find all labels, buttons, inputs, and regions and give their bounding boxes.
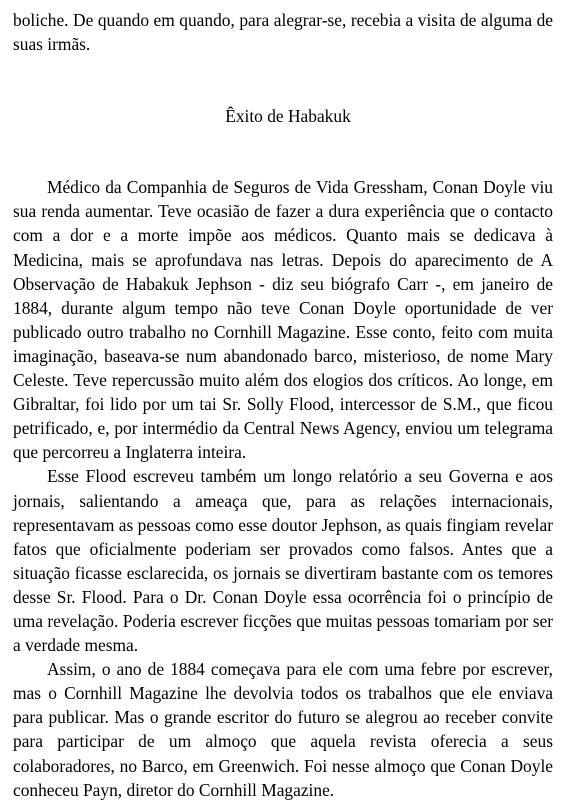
body-paragraph-1: Médico da Companhia de Seguros de Vida Gressham, Conan Doyle viu sua renda aumentar. Teve ocasião de fazer a dura experiência que o contacto com a dor e a morte impõe aos médicos. Quanto mais se dedicava à Medicina, mais se aprofundava nas letras. Depois do aparecimento de A Observação de Habakuk Jephson - diz seu biógrafo Carr -, em janeiro de 1884, durante algum tempo não teve Conan Doyle oportunidade de ver publicado outro trabalho no Cornhill Magazine. Esse conto, feito com muita imaginação, baseava-se num abandonado barco, misterioso, de nome Mary Celeste. Teve repercussão muito além dos elogios dos críticos. Ao longe, em Gibraltar, foi lido por um tai Sr. Solly Flood, intercessor de S.M., que ficou petrificado, e, por intermédio da Central News Agency, enviou um telegrama que percorreu a Inglaterra inteira. [13, 177, 553, 463]
body-paragraph-2: Esse Flood escreveu também um longo relatório a seu Governa e aos jornais, salientando a ameaça que, para as relações internacionais, representavam as pessoas como esse doutor Jephson, as quais fingiam revelar fatos que oficialmente poderiam ser provados como falsos. Antes que a situação ficasse esclarecida, os jornais se divertiram bastante com os temores desse Sr. Flood. Para o Dr. Conan Doyle essa ocorrência foi o princípio de uma revelação. Poderia escrever ficções que muitas pessoas tomariam por ser a verdade mesma. [13, 466, 553, 656]
document-page [13, 8, 553, 802]
section-title: Êxito de Habakuk [225, 106, 351, 127]
body-paragraph-3: Assim, o ano de 1884 começava para ele com uma febre por escrever, mas o Cornhill Magazine lhe devolvia todos os trabalhos que ele enviava para publicar. Mas o grande escritor do futuro se alegrou ao receber convite para participar de um almoço que aquela revista oferecia a seus colaboradores, no Barco, em Greenwich. Foi nesse almoço que Conan Doyle conheceu Payn, diretor do Cornhill Magazine. [13, 659, 553, 800]
lead-paragraph: boliche. De quando em quando, para alegrar-se, recebia a visita de alguma de suas irmãs. [13, 10, 553, 55]
